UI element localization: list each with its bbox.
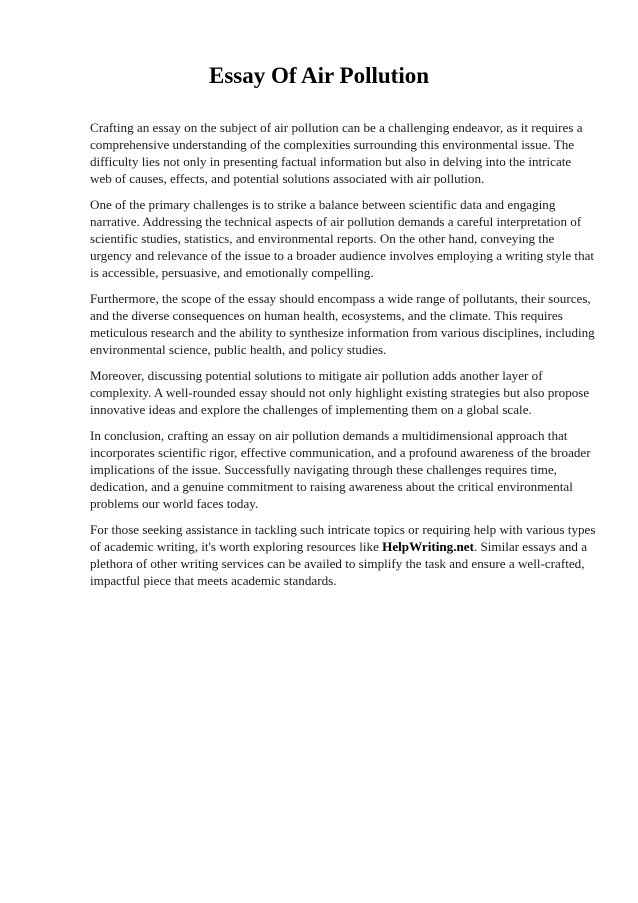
paragraph-2: One of the primary challenges is to strike a balance between scientific data and engaging narrative. Addressing the technical aspects of air pollution demands a careful interpretation of scientific studies, statistics, and environmental reports. On the other hand, conveying the urgency and relevance of the issue to a broader audience involves employing a writing style that is accessible, persuasive, and emotionally compelling. [90,197,595,280]
document-body [90,119,596,598]
paragraph-5: In conclusion, crafting an essay on air pollution demands a multidimensional approach that incorporates scientific rigor, effective communication, and a profound awareness of the broader implications of the issue. Successfully navigating through these challenges requires time, dedication, and a genuine commitment to raising awareness about the critical environmental problems our world faces today. [90,428,591,511]
paragraph-4: Moreover, discussing potential solutions to mitigate air pollution adds another layer of complexity. A well-rounded essay should not only highlight existing strategies but also propose innovative ideas and explore the challenges of implementing them on a global scale. [90,368,590,417]
brand-name: HelpWriting.net [382,539,474,554]
paragraph-3: Furthermore, the scope of the essay should encompass a wide range of pollutants, their sources, and the diverse consequences on human health, ecosystems, and the climate. This requires meticulous research and the ability to synthesize information from various disciplines, including environmental science, public health, and policy studies. [90,291,595,357]
paragraph-1: Crafting an essay on the subject of air pollution can be a challenging endeavor, as it requires a comprehensive understanding of the complexities surrounding this environmental issue. The difficulty lies not only in presenting factual information but also in delving into the intricate web of causes, effects, and potential solutions associated with air pollution. [90,120,583,186]
page-title: Essay Of Air Pollution [208,63,430,88]
closing-text-before: For those seeking assistance in tackling such intricate topics or requiring help with various types of academic writing, it's worth exploring resources like [90,522,596,554]
paragraph-closing [90,521,596,589]
closing-text-after: . Similar essays and a plethora of other writing services can be availed to simplify the task and ensure a well-crafted, impactful piece that meets academic standards. [90,539,588,588]
